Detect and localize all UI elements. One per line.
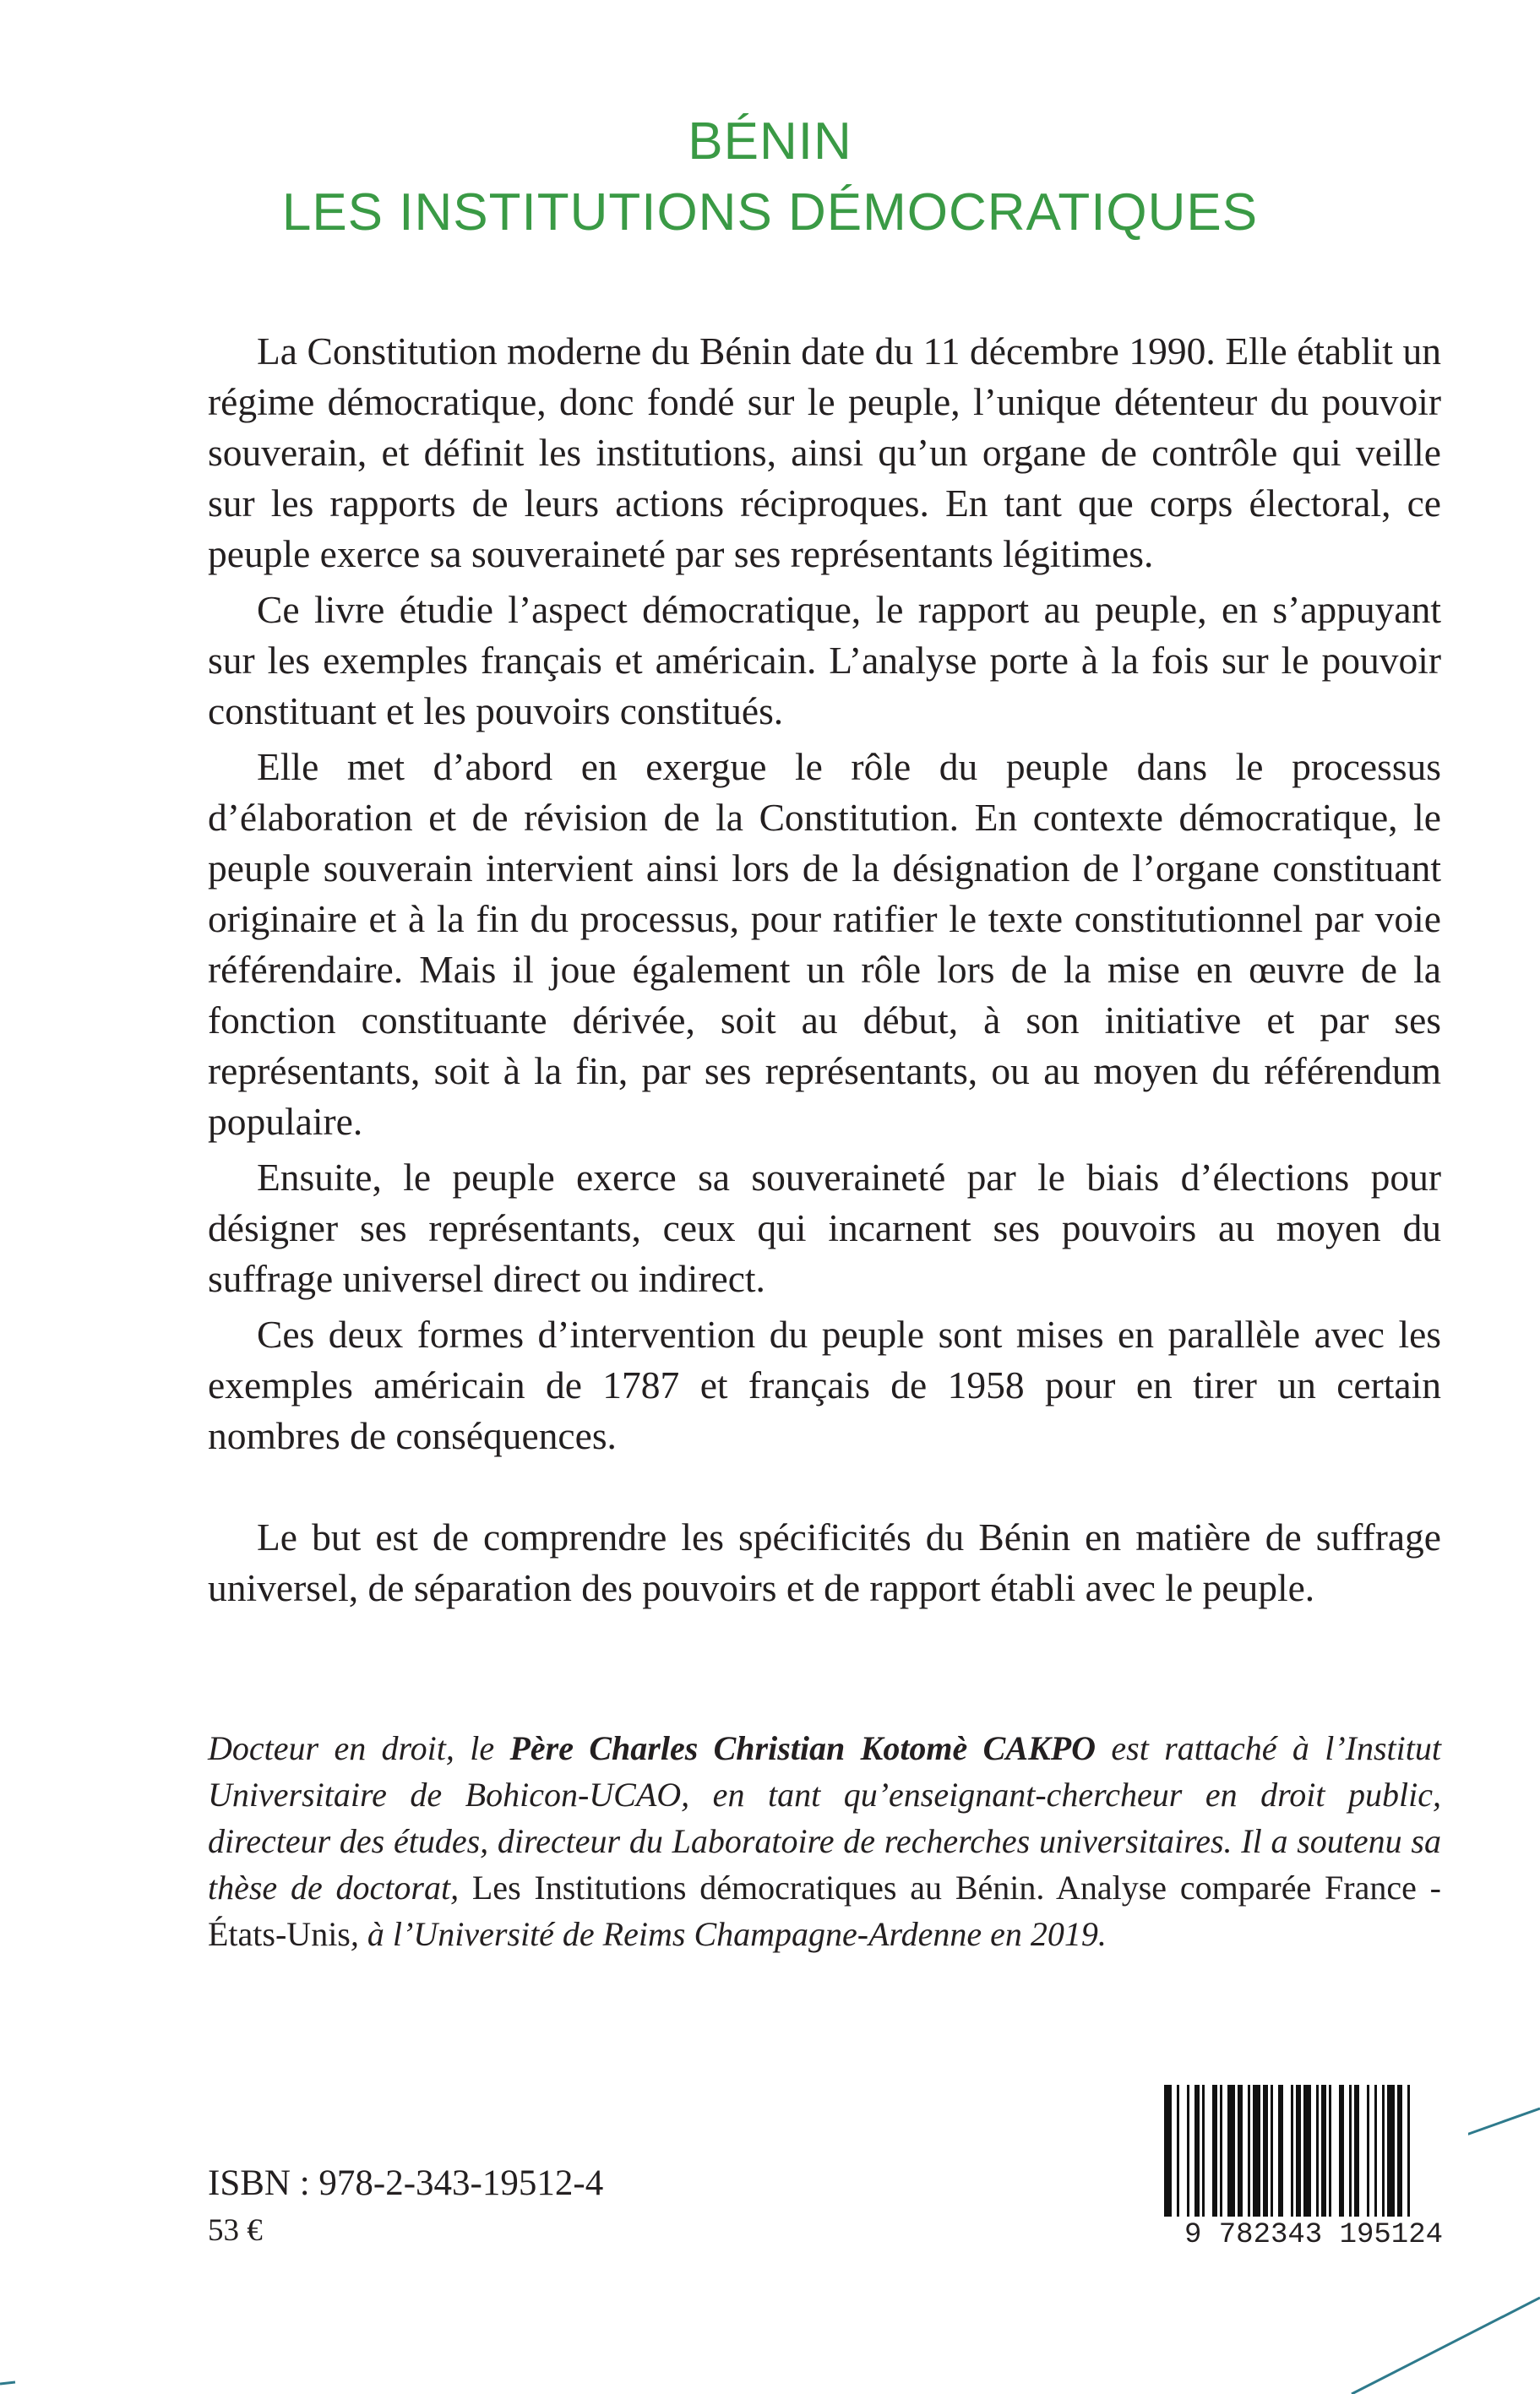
barcode-bar [1354,2085,1359,2217]
barcode-bar [1263,2085,1268,2217]
price: 53 € [208,2213,263,2248]
barcode-bar [1278,2085,1283,2217]
barcode-bar [1329,2085,1331,2217]
barcode-bar [1349,2085,1352,2217]
paragraph: La Constitution moderne du Bénin date du 11 décembre 1990. Elle établit un régime démocratique, donc fondé sur le peuple, l’unique détenteur du pouvoir souverain, et définit les institutions, ainsi qu’un organe de contrôle qui veille sur les rapports de leurs actions réciproques. En tant que corps électoral, ce peuple exerce sa souveraineté par ses représentants légitimes. [208,329,1441,575]
barcode-bar [1253,2085,1260,2217]
author-bio-end: , à l’Université de Reims Champagne-Ardenne en 2019. [350,1915,1107,1953]
barcode-bar [1316,2085,1319,2217]
book-title [0,106,1540,248]
barcode-bar [1291,2085,1293,2217]
paragraph: Elle met d’abord en exergue le rôle du peuple dans le processus d’élaboration et de révision de la Constitution. En contexte démocratique, le peuple souverain intervient ainsi lors de la désignation de l’organe constituant originaire et à la fin du processus, pour ratifier le texte constitutionnel par voie référendaire. Mais il joue également un rôle lors de la mise en œuvre de la fonction constituante dérivée, soit au début, à son initiative et par ses représentants, soit à la fin, par ses représentants, ou au moyen du référendum populaire. [208,745,1441,1143]
paragraph: Le but est de comprendre les spécificités du Bénin en matière de suffrage universel, de séparation des pouvoirs et de rapport établi avec le peuple. [208,1515,1441,1609]
barcode-bar [1194,2085,1200,2217]
barcode-bar [1367,2085,1369,2217]
barcode-bar [1202,2085,1205,2217]
barcode-bar [1164,2085,1172,2217]
barcode-bar [1339,2085,1344,2217]
barcode [1159,2085,1468,2217]
barcode-bar [1407,2085,1410,2217]
barcode-bar [1248,2085,1250,2217]
barcode-bar [1238,2085,1243,2217]
barcode-bar [1227,2085,1235,2217]
barcode-digits: 9 782343 195124 [1184,2219,1444,2251]
paragraph: Ce livre étudie l’aspect démocratique, le rapport au peuple, en s’appuyant sur les exemples français et américain. L’analyse porte à la fois sur le pouvoir constituant et les pouvoirs constitués. [208,588,1441,732]
barcode-bar [1187,2085,1189,2217]
paragraph: Ces deux formes d’intervention du peuple sont mises en parallèle avec les exemples américain de 1787 et français de 1958 pour en tirer un certain nombres de conséquences. [208,1313,1441,1457]
barcode-bar [1271,2085,1273,2217]
author-bio-intro: Docteur en droit, le [208,1729,510,1767]
title-line-1: BÉNIN [688,112,852,171]
isbn: ISBN : 978-2-343-19512-4 [208,2163,604,2203]
barcode-bar [1177,2085,1179,2217]
author-bio [208,1725,1441,1957]
barcode-bar [1212,2085,1217,2217]
author-name: Père Charles Christian Kotomè CAKPO [509,1729,1097,1767]
barcode-bar [1303,2085,1311,2217]
title-line-2: LES INSTITUTIONS DÉMOCRATIQUES [281,183,1259,242]
barcode-bar [1321,2085,1326,2217]
barcode-bar [1220,2085,1222,2217]
barcode-bar [1374,2085,1377,2217]
barcode-bar [1382,2085,1385,2217]
paragraph: Ensuite, le peuple exerce sa souveraineté par le biais d’élections pour désigner ses représentants, ceux qui incarnent ses pouvoirs au moyen du suffrage universel direct ou indirect. [208,1156,1441,1300]
barcode-bar [1387,2085,1395,2217]
barcode-bar [1296,2085,1301,2217]
author-bio-middle: est rattaché à l’Institut Universitaire de Bohicon-UCAO, en tant qu’enseignant-chercheur en droit public, directeur des études, directeur du Laboratoire de recherches universitaires. Il a soutenu sa thèse de doctorat, [208,1729,1441,1907]
summary-text [208,326,1441,1619]
barcode-bar [1397,2085,1402,2217]
thesis-title: Les Institutions démocratiques au Bénin. Analyse comparée France - États-Unis [208,1869,1441,1953]
